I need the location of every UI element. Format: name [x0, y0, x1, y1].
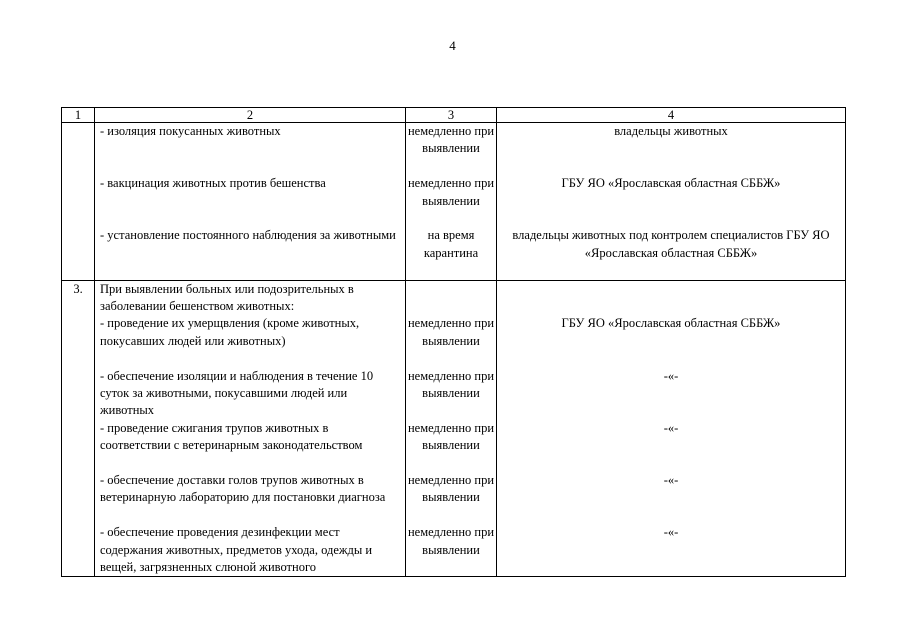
- measure-cell: [95, 123, 406, 281]
- responsible-text: владельцы животных под контролем специалистов ГБУ ЯО «Ярославская областная СББЖ»: [512, 228, 830, 260]
- header-cell-4: 4: [497, 108, 846, 123]
- measure-text: - изоляция покусанных животных: [100, 124, 281, 138]
- responsible-text: владельцы животных: [614, 124, 728, 138]
- table-header-row: [62, 108, 846, 123]
- term-text: немедленно при выявлении: [407, 472, 495, 505]
- responsible-cell: [497, 123, 846, 281]
- term-text: немедленно при выявлении: [407, 525, 495, 557]
- responsible-text: ГБУ ЯО «Ярославская областная СББЖ»: [561, 176, 781, 191]
- responsible-text: ГБУ ЯО «Ярославская областная СББЖ»: [561, 316, 781, 331]
- header-cell-1: 1: [62, 108, 95, 123]
- measure-text: - проведение их умерщвления (кроме животных, покусавших людей или животных): [100, 316, 360, 348]
- measure-text: - установление постоянного наблюдения за животными: [100, 228, 396, 243]
- term-text: немедленно при выявлении: [407, 124, 495, 156]
- responsible-text: -«-: [663, 420, 679, 435]
- term-text: на время карантина: [423, 228, 479, 260]
- measures-table: [61, 107, 846, 577]
- header-cell-2: 2: [95, 108, 406, 123]
- responsible-text: -«-: [663, 472, 679, 487]
- term-cell: [406, 123, 497, 281]
- measure-text: - обеспечение изоляции и наблюдения в течение 10 суток за животными, покусавшими людей или животных: [100, 368, 374, 418]
- term-text: немедленно при выявлении: [407, 316, 495, 348]
- term-text: немедленно при выявлении: [407, 176, 495, 208]
- term-text: немедленно при выявлении: [407, 420, 495, 453]
- term-cell: [406, 280, 497, 577]
- header-cell-3: 3: [406, 108, 497, 123]
- responsible-cell: [497, 280, 846, 577]
- measure-text: - проведение сжигания трупов животных в соответствии с ветеринарным законодательством: [100, 420, 363, 453]
- page-number: 4: [449, 38, 456, 53]
- responsible-text: -«-: [663, 525, 679, 540]
- row-number: 3.: [62, 280, 95, 577]
- row-number: [62, 123, 95, 281]
- measure-intro: При выявлении больных или подозрительных в заболевании бешенством животных:: [100, 281, 354, 313]
- table-row: [62, 280, 846, 577]
- term-text: немедленно при выявлении: [407, 368, 495, 400]
- measure-text: - обеспечение доставки голов трупов животных в ветеринарную лабораторию для постановки диагноза: [100, 472, 386, 505]
- measure-text: - обеспечение проведения дезинфекции мест содержания животных, предметов ухода, одежды и вещей, загрязненных слюной животного: [100, 525, 373, 574]
- term-spacer: [406, 281, 496, 316]
- measure-text: - вакцинация животных против бешенства: [100, 176, 326, 191]
- responsible-text: -«-: [663, 368, 679, 383]
- measure-cell: [95, 280, 406, 577]
- responsible-spacer: [501, 281, 841, 316]
- table-row: [62, 123, 846, 281]
